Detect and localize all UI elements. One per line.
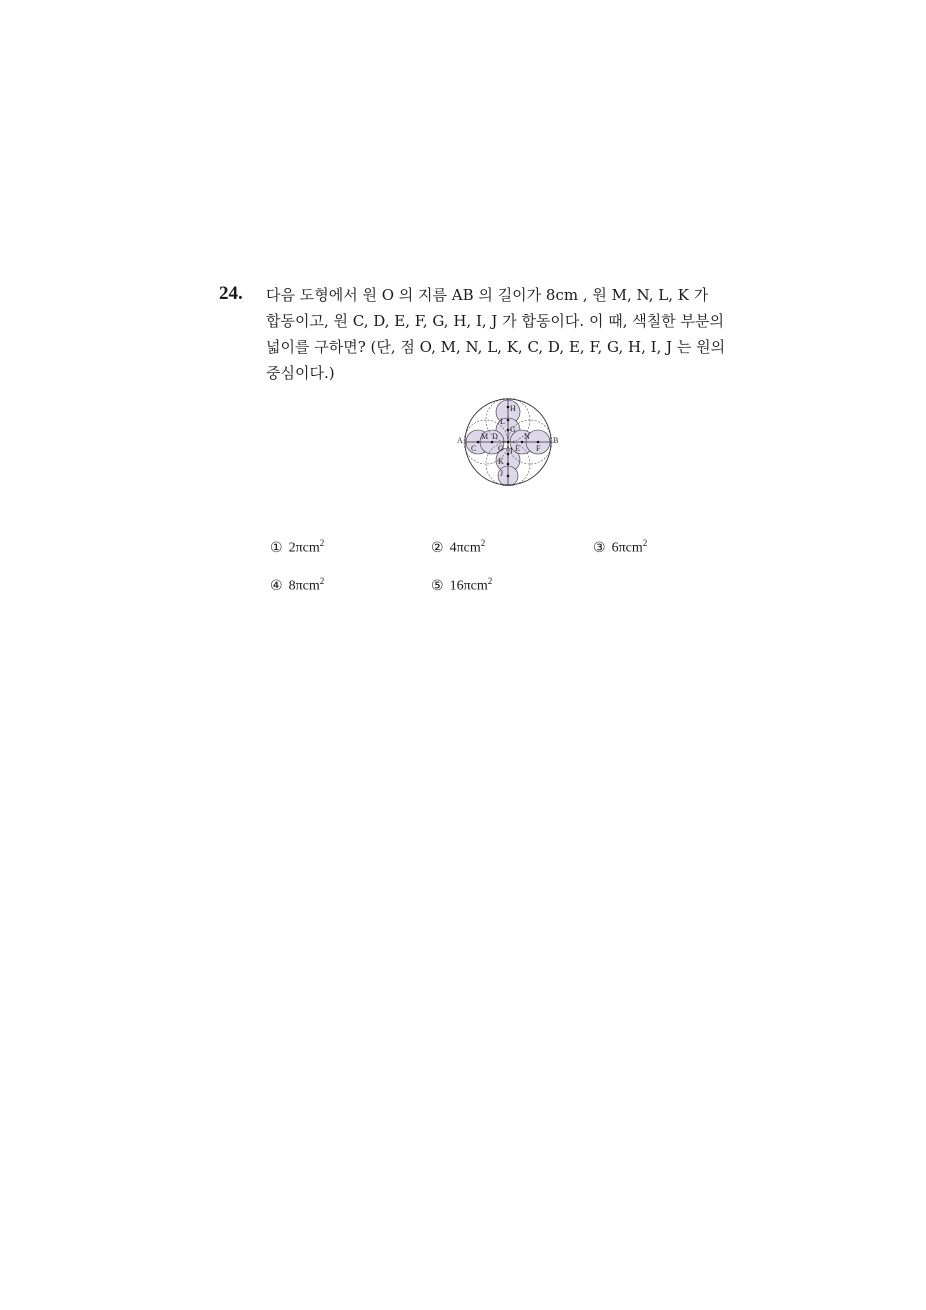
label-c: C [471,444,477,453]
geometry-figure [452,398,564,486]
question-text-line-1: 다음 도형에서 원 O 의 지름 AB 의 길이가 8cm , 원 M, N, L, K 가 [266,286,709,304]
choice-2-exponent: 2 [480,538,486,548]
label-o: O [498,444,504,453]
choice-1-mark: ① [270,539,283,556]
choice-1-exponent: 2 [319,538,325,548]
choice-5-mark: ⑤ [431,577,444,594]
label-i: I [510,446,513,455]
choice-2[interactable] [431,534,485,558]
choice-3-mark: ③ [593,539,606,556]
label-f: F [536,444,541,453]
question-text-line-2: 합동이고, 원 C, D, E, F, G, H, I, J 가 합동이다. 이 때, 색칠한 부분의 [266,312,724,330]
label-a: A [457,436,463,445]
choice-1-value: 2πcm [288,540,320,556]
choice-2-value: 4πcm [449,540,481,556]
label-m: M [481,432,489,441]
label-j: J [500,469,504,478]
question-text-line-3: 넓이를 구하면? (단, 점 O, M, N, L, K, C, D, E, F, G, H, I, J 는 원의 [266,338,726,356]
choice-4-exponent: 2 [319,576,325,586]
choice-5[interactable] [431,572,492,596]
choice-3-exponent: 2 [642,538,648,548]
choice-4-mark: ④ [270,577,283,594]
label-h: H [510,404,516,413]
question-text-line-4: 중심이다.) [266,364,335,382]
label-k: K [498,457,504,466]
choice-3-value: 6πcm [611,540,643,556]
choice-3[interactable] [593,534,647,558]
choice-5-exponent: 2 [487,576,493,586]
label-n: N [524,432,530,441]
label-g: G [510,425,516,434]
choice-2-mark: ② [431,539,444,556]
label-e: E [515,444,520,453]
choice-4-value: 8πcm [288,578,320,594]
choice-1[interactable] [270,534,324,558]
label-d: D [492,432,498,441]
label-b: B [553,436,559,445]
question-number: 24. [219,283,243,304]
choice-4[interactable] [270,572,324,596]
choice-5-value: 16πcm [449,578,488,594]
label-l: L [500,417,505,426]
